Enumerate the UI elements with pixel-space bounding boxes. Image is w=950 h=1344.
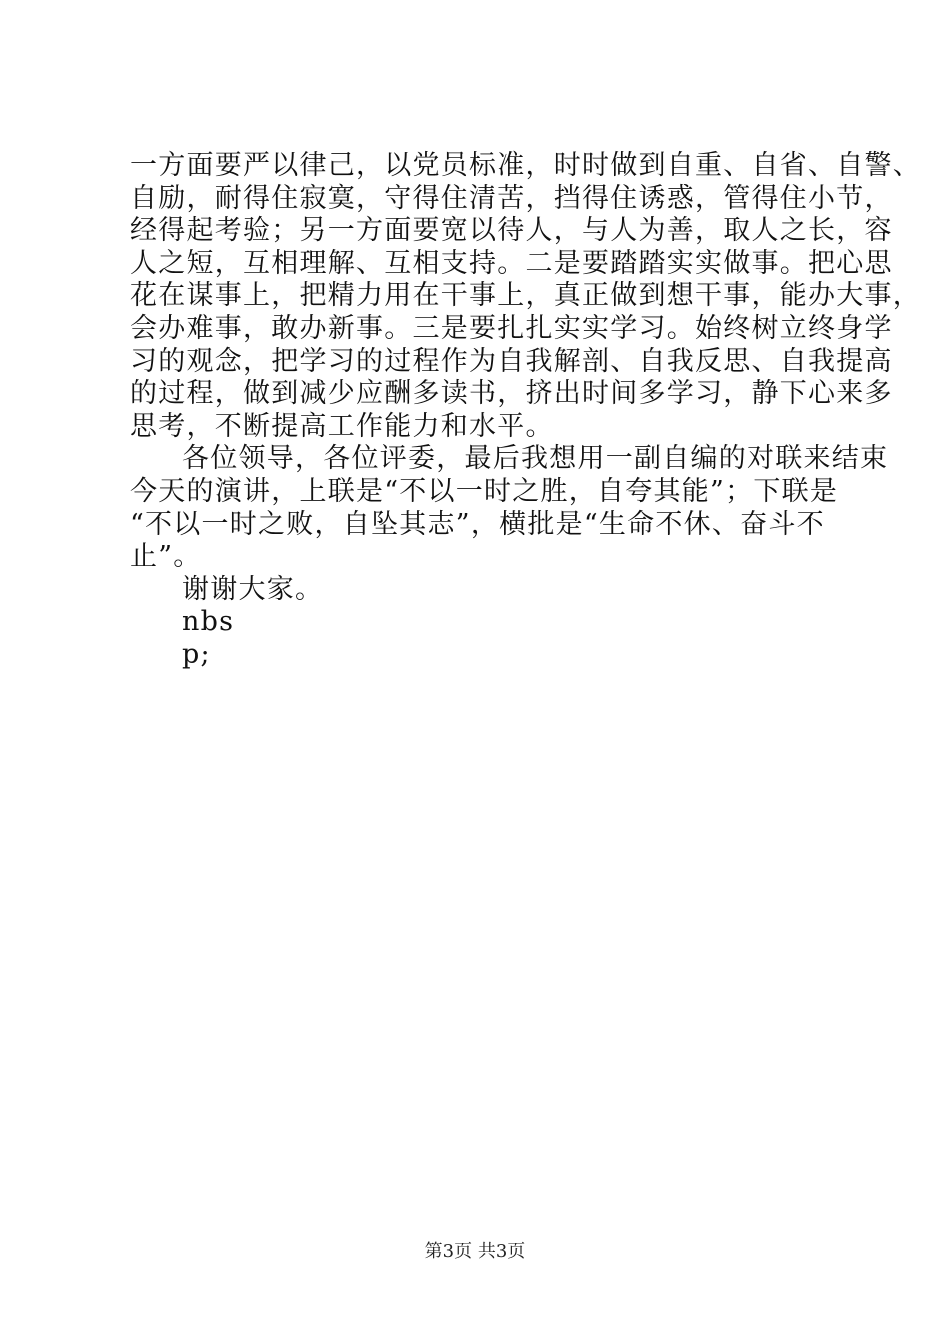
- text-line: 自励，耐得住寂寞，守得住清苦，挡得住诱惑，管得住小节，: [130, 182, 893, 214]
- text-line: p;: [182, 638, 211, 670]
- text-line: 思考，不断提高工作能力和水平。: [130, 410, 554, 442]
- text-line: 谢谢大家。: [182, 573, 324, 605]
- text-line: 人之短，互相理解、互相支持。二是要踏踏实实做事。把心思: [130, 247, 893, 279]
- text-line: 各位领导，各位评委，最后我想用一副自编的对联来结束: [182, 443, 889, 475]
- page-number-footer: 第3页 共3页: [424, 1241, 526, 1262]
- text-line: 一方面要严以律己，以党员标准，时时做到自重、自省、自警、: [130, 150, 921, 181]
- body-text: [130, 150, 921, 672]
- text-line: 止”。: [130, 541, 202, 573]
- text-line: 今天的演讲，上联是“不以一时之胜，自夸其能”；下联是: [130, 475, 839, 507]
- text-line: “不以一时之败，自坠其志”，横批是“生命不休、奋斗不: [130, 508, 825, 540]
- text-line: 的过程，做到减少应酬多读书，挤出时间多学习，静下心来多: [130, 378, 893, 410]
- text-line: 花在谋事上，把精力用在干事上，真正做到想干事，能办大事，: [130, 280, 921, 312]
- text-line: 经得起考验；另一方面要宽以待人，与人为善，取人之长，容: [130, 215, 893, 247]
- text-line: 会办难事，敢办新事。三是要扎扎实实学习。始终树立终身学: [130, 312, 893, 344]
- text-line: nbs: [182, 606, 235, 638]
- text-line: 习的观念，把学习的过程作为自我解剖、自我反思、自我提高: [130, 345, 893, 377]
